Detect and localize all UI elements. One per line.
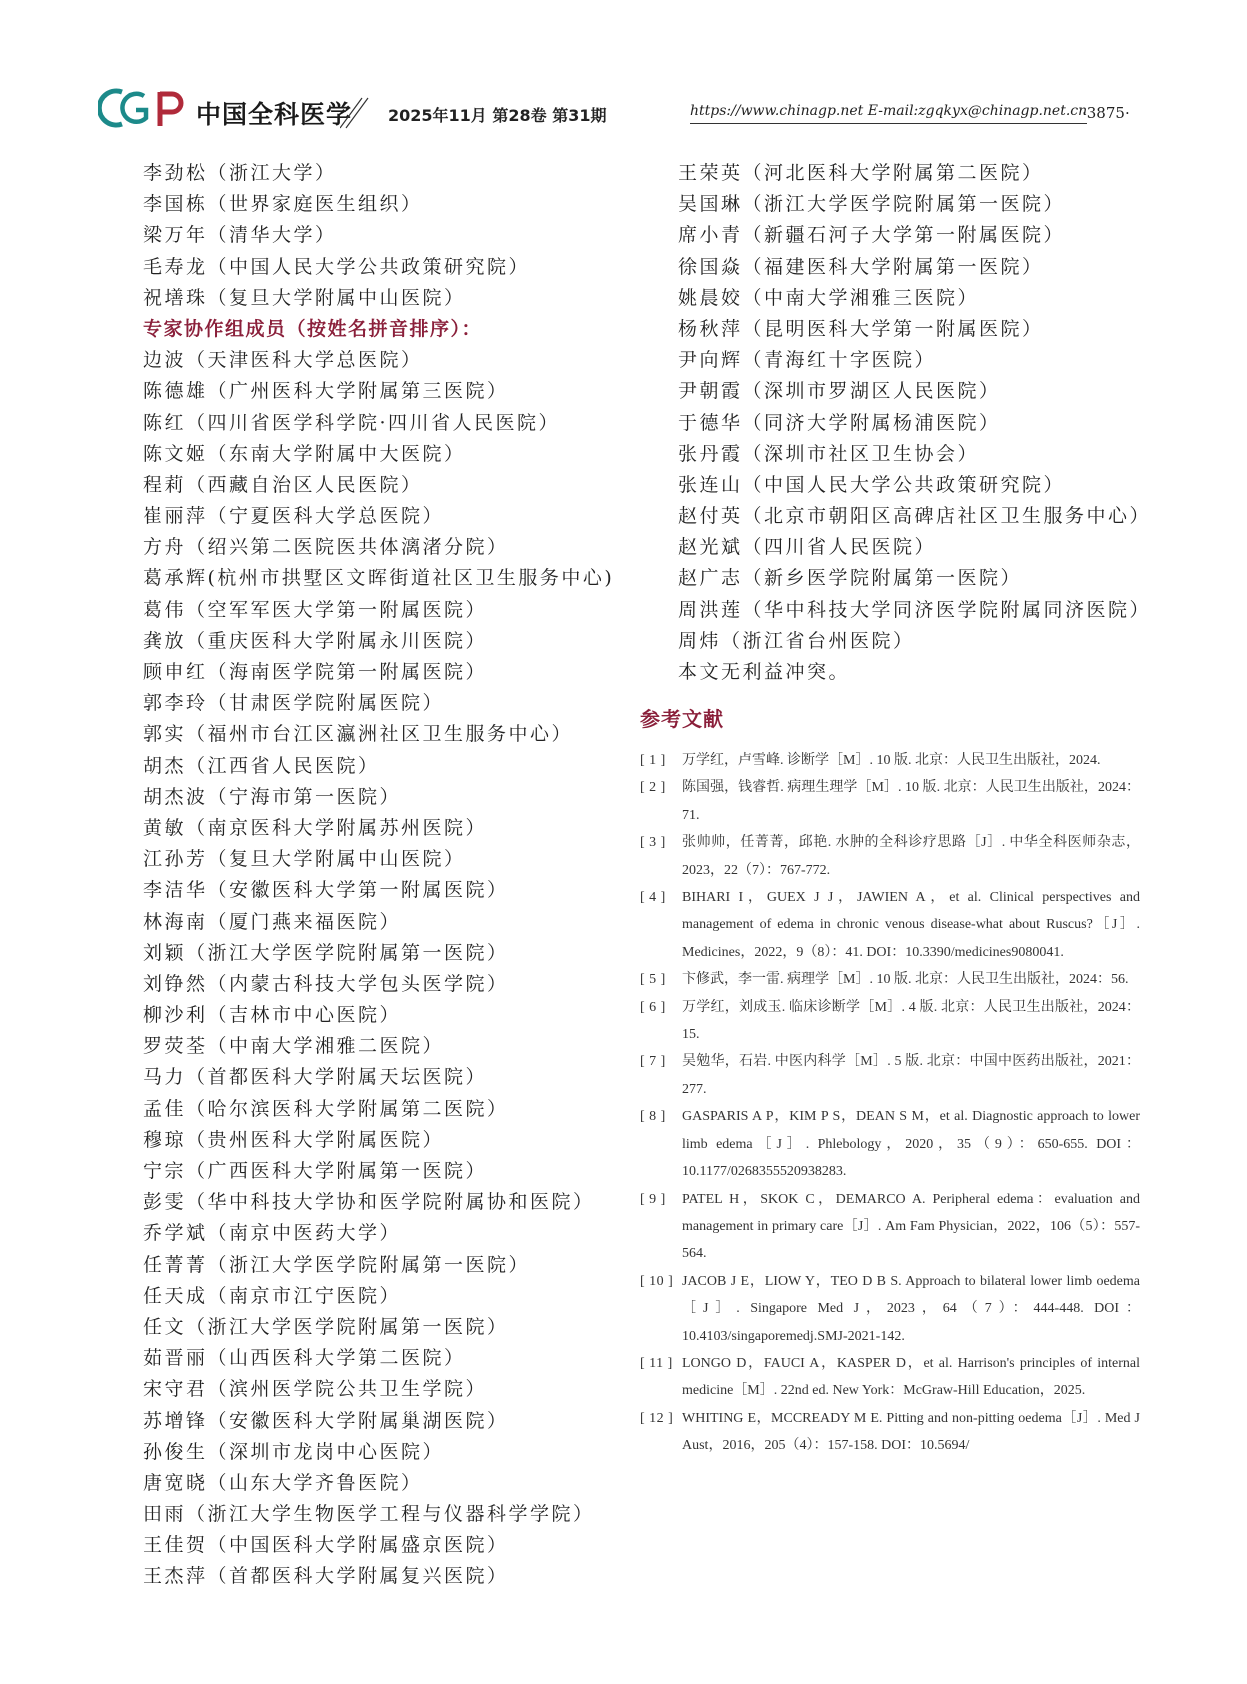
reference-text: JACOB J E，LIOW Y，TEO D B S. Approach to bilateral lower limb oedema［J］. Singapore Med J，2023，64（7）：444-448. DOI：10.4103/singaporemedj.SMJ-2021-142. bbox=[682, 1273, 1140, 1344]
reference-text: 万学红，刘成玉. 临床诊断学［M］. 4 版. 北京：人民卫生出版社，2024：15. bbox=[682, 999, 1140, 1043]
member-entry: 陈红（四川省医学科学院·四川省人民医院） bbox=[143, 411, 561, 434]
member-entry: 田雨（浙江大学生物医学工程与仪器科学学院） bbox=[143, 1503, 595, 1526]
member-entry: 柳沙利（吉林市中心医院） bbox=[143, 1004, 402, 1027]
member-entry: 任菁菁（浙江大学医学院附属第一医院） bbox=[143, 1253, 531, 1276]
page-header bbox=[0, 0, 1247, 140]
member-entry: 程莉（西藏自治区人民医院） bbox=[143, 473, 423, 496]
member-entry: 刘颖（浙江大学医学院附属第一医院） bbox=[143, 941, 509, 964]
left-column bbox=[143, 158, 613, 1593]
reference-item bbox=[640, 1268, 1140, 1350]
reference-item bbox=[640, 747, 1140, 774]
member-entry: 郭李玲（甘肃医学院附属医院） bbox=[143, 692, 445, 715]
member-entry: 尹向辉（青海红十字医院） bbox=[678, 349, 937, 372]
reference-number: [ 3 ] bbox=[640, 835, 666, 851]
member-entry: 张连山（中国人民大学公共政策研究院） bbox=[678, 473, 1066, 496]
member-entry: 梁万年（清华大学） bbox=[143, 224, 337, 247]
member-entry: 罗荧荃（中南大学湘雅二医院） bbox=[143, 1035, 445, 1058]
member-entry: 杨秋萍（昆明医科大学第一附属医院） bbox=[678, 317, 1044, 340]
member-entry: 席小青（新疆石河子大学第一附属医院） bbox=[678, 224, 1066, 247]
member-entry: 赵广志（新乡医学院附属第一医院） bbox=[678, 567, 1023, 590]
reference-number: [ 5 ] bbox=[640, 972, 666, 988]
reference-item bbox=[640, 1405, 1140, 1460]
reference-text: 吴勉华，石岩. 中医内科学［M］. 5 版. 北京：中国中医药出版社，2021：277. bbox=[682, 1054, 1140, 1097]
conflict-statement: 本文无利益冲突。 bbox=[678, 661, 851, 683]
member-entry: 刘铮然（内蒙古科技大学包头医学院） bbox=[143, 972, 509, 995]
reference-item bbox=[640, 774, 1140, 829]
reference-text: BIHARI I，GUEX J J，JAWIEN A，et al. Clinical perspectives and management of edema in chronic venous disease-what about Ruscus?［J］. Medicines，2022，9（8）：41. DOI：10.3390/medicines9080041. bbox=[682, 890, 1140, 960]
reference-number: [ 6 ] bbox=[640, 999, 666, 1015]
member-entry: 周洪莲（华中科技大学同济医学院附属同济医院） bbox=[678, 598, 1152, 621]
member-entry: 胡杰波（宁海市第一医院） bbox=[143, 785, 402, 808]
reference-text: PATEL H，SKOK C，DEMARCO A. Peripheral edema：evaluation and management in primary care［J］. Am Fam Physician，2022，106（5）：557-564. bbox=[682, 1191, 1140, 1262]
member-entry: 胡杰（江西省人民医院） bbox=[143, 754, 380, 777]
member-entry: 赵光斌（四川省人民医院） bbox=[678, 536, 937, 559]
member-entry: 边波（天津医科大学总医院） bbox=[143, 349, 423, 372]
member-entry: 穆琼（贵州医科大学附属医院） bbox=[143, 1128, 445, 1151]
references-list bbox=[640, 747, 1140, 1460]
member-entry: 赵付英（北京市朝阳区高碑店社区卫生服务中心） bbox=[678, 505, 1152, 528]
reference-text: LONGO D，FAUCI A，KASPER D，et al. Harrison's principles of internal medicine［M］. 22nd ed. New York：McGraw-Hill Education，2025. bbox=[682, 1355, 1140, 1399]
reference-item bbox=[640, 1350, 1140, 1405]
reference-number: [ 2 ] bbox=[640, 780, 666, 796]
member-entry: 林海南（厦门燕来福医院） bbox=[143, 910, 402, 933]
member-entry: 吴国琳（浙江大学医学院附属第一医院） bbox=[678, 193, 1066, 216]
member-entry: 李国栋（世界家庭医生组织） bbox=[143, 193, 423, 216]
reference-number: [ 9 ] bbox=[640, 1191, 666, 1207]
reference-item bbox=[640, 1186, 1140, 1268]
member-entry: 陈文姬（东南大学附属中大医院） bbox=[143, 442, 466, 465]
reference-text: 张帅帅，任菁菁，邱艳. 水肿的全科诊疗思路［J］. 中华全科医师杂志，2023，22（7）：767-772. bbox=[682, 835, 1140, 878]
member-entry: 姚晨姣（中南大学湘雅三医院） bbox=[678, 286, 980, 309]
reference-number: [ 1 ] bbox=[640, 753, 666, 768]
member-entry: 葛伟（空军军医大学第一附属医院） bbox=[143, 598, 488, 621]
reference-item bbox=[640, 884, 1140, 966]
reference-number: [ 10 ] bbox=[640, 1273, 674, 1289]
journal-logo-icon bbox=[98, 86, 194, 130]
reference-text: WHITING E，MCCREADY M E. Pitting and non-pitting oedema［J］. Med J Aust，2016，205（4）：157-158. DOI：10.5694/ bbox=[682, 1410, 1140, 1454]
issue-info: 2025年11月 第28卷 第31期 bbox=[388, 106, 607, 125]
member-entry: 尹朝霞（深圳市罗湖区人民医院） bbox=[678, 380, 1001, 403]
member-entry: 王杰萍（首都医科大学附属复兴医院） bbox=[143, 1565, 509, 1588]
section-title: 专家协作组成员（按姓名拼音排序）： bbox=[143, 317, 483, 340]
member-entry: 王佳贺（中国医科大学附属盛京医院） bbox=[143, 1534, 509, 1557]
reference-text: 卞修武，李一雷. 病理学［M］. 10 版. 北京：人民卫生出版社，2024：56. bbox=[682, 972, 1129, 988]
reference-item bbox=[640, 1103, 1140, 1185]
reference-number: [ 4 ] bbox=[640, 890, 666, 906]
journal-name: 中国全科医学 bbox=[196, 100, 353, 129]
member-entry: 祝墡珠（复旦大学附属中山医院） bbox=[143, 286, 466, 309]
member-entry: 彭雯（华中科技大学协和医学院附属协和医院） bbox=[143, 1191, 595, 1214]
reference-item bbox=[640, 994, 1140, 1049]
member-entry: 陈德雄（广州医科大学附属第三医院） bbox=[143, 380, 509, 403]
page-number: ·3875· bbox=[1082, 104, 1130, 122]
reference-text: 陈国强，钱睿哲. 病理生理学［M］. 10 版. 北京：人民卫生出版社，2024：71. bbox=[682, 780, 1140, 823]
reference-number: [ 7 ] bbox=[640, 1054, 666, 1070]
member-entry: 顾申红（海南医学院第一附属医院） bbox=[143, 661, 488, 683]
member-entry: 苏增锋（安徽医科大学附属巢湖医院） bbox=[143, 1409, 509, 1432]
member-entry: 孙俊生（深圳市龙岗中心医院） bbox=[143, 1440, 445, 1463]
member-entry: 周炜（浙江省台州医院） bbox=[678, 629, 915, 652]
member-entry: 于德华（同济大学附属杨浦医院） bbox=[678, 411, 1001, 434]
member-entry: 宋守君（滨州医学院公共卫生学院） bbox=[143, 1378, 488, 1401]
reference-text: GASPARIS A P，KIM P S，DEAN S M，et al. Diagnostic approach to lower limb edema［J］. Phlebology，2020，35（9）：650-655. DOI：10.1177/0268355520938283. bbox=[682, 1109, 1140, 1180]
member-entry: 茹晋丽（山西医科大学第二医院） bbox=[143, 1347, 466, 1370]
member-entry: 宁宗（广西医科大学附属第一医院） bbox=[143, 1160, 488, 1182]
reference-number: [ 8 ] bbox=[640, 1109, 666, 1125]
member-entry: 黄敏（南京医科大学附属苏州医院） bbox=[143, 816, 488, 839]
right-column bbox=[678, 158, 1152, 688]
reference-number: [ 12 ] bbox=[640, 1410, 674, 1426]
member-entry: 龚放（重庆医科大学附属永川医院） bbox=[143, 629, 488, 652]
reference-item bbox=[640, 829, 1140, 884]
member-entry: 孟佳（哈尔滨医科大学附属第二医院） bbox=[143, 1097, 509, 1120]
member-entry: 马力（首都医科大学附属天坛医院） bbox=[143, 1066, 488, 1089]
references-title: 参考文献 bbox=[640, 707, 724, 731]
reference-item bbox=[640, 1048, 1140, 1103]
member-entry: 崔丽萍（宁夏医科大学总医院） bbox=[143, 505, 445, 528]
member-entry: 方舟（绍兴第二医院医共体漓渚分院） bbox=[143, 536, 509, 559]
member-entry: 郭实（福州市台江区瀛洲社区卫生服务中心） bbox=[143, 723, 574, 746]
reference-text: 万学红，卢雪峰. 诊断学［M］. 10 版. 北京：人民卫生出版社，2024. bbox=[682, 753, 1101, 768]
member-entry: 毛寿龙（中国人民大学公共政策研究院） bbox=[143, 255, 531, 278]
reference-item bbox=[640, 966, 1140, 993]
member-entry: 任天成（南京市江宁医院） bbox=[143, 1284, 402, 1307]
member-entry: 乔学斌（南京中医药大学） bbox=[143, 1222, 402, 1245]
member-entry: 任文（浙江大学医学院附属第一医院） bbox=[143, 1315, 509, 1338]
member-entry: 徐国焱（福建医科大学附属第一医院） bbox=[678, 255, 1044, 278]
member-entry: 唐宽晓（山东大学齐鲁医院） bbox=[143, 1471, 423, 1494]
member-entry: 李洁华（安徽医科大学第一附属医院） bbox=[143, 879, 509, 902]
member-entry: 张丹霞（深圳市社区卫生协会） bbox=[678, 442, 980, 465]
reference-number: [ 11 ] bbox=[640, 1355, 673, 1371]
member-entry: 江孙芳（复旦大学附属中山医院） bbox=[143, 848, 466, 871]
member-entry: 王荣英（河北医科大学附属第二医院） bbox=[678, 162, 1044, 184]
member-entry: 葛承辉(杭州市拱墅区文晖街道社区卫生服务中心) bbox=[143, 567, 615, 590]
contact-info: https://www.chinagp.net E-mail:zgqkyx@chinagp.net.cn bbox=[690, 103, 1087, 124]
member-entry: 李劲松（浙江大学） bbox=[143, 162, 337, 184]
